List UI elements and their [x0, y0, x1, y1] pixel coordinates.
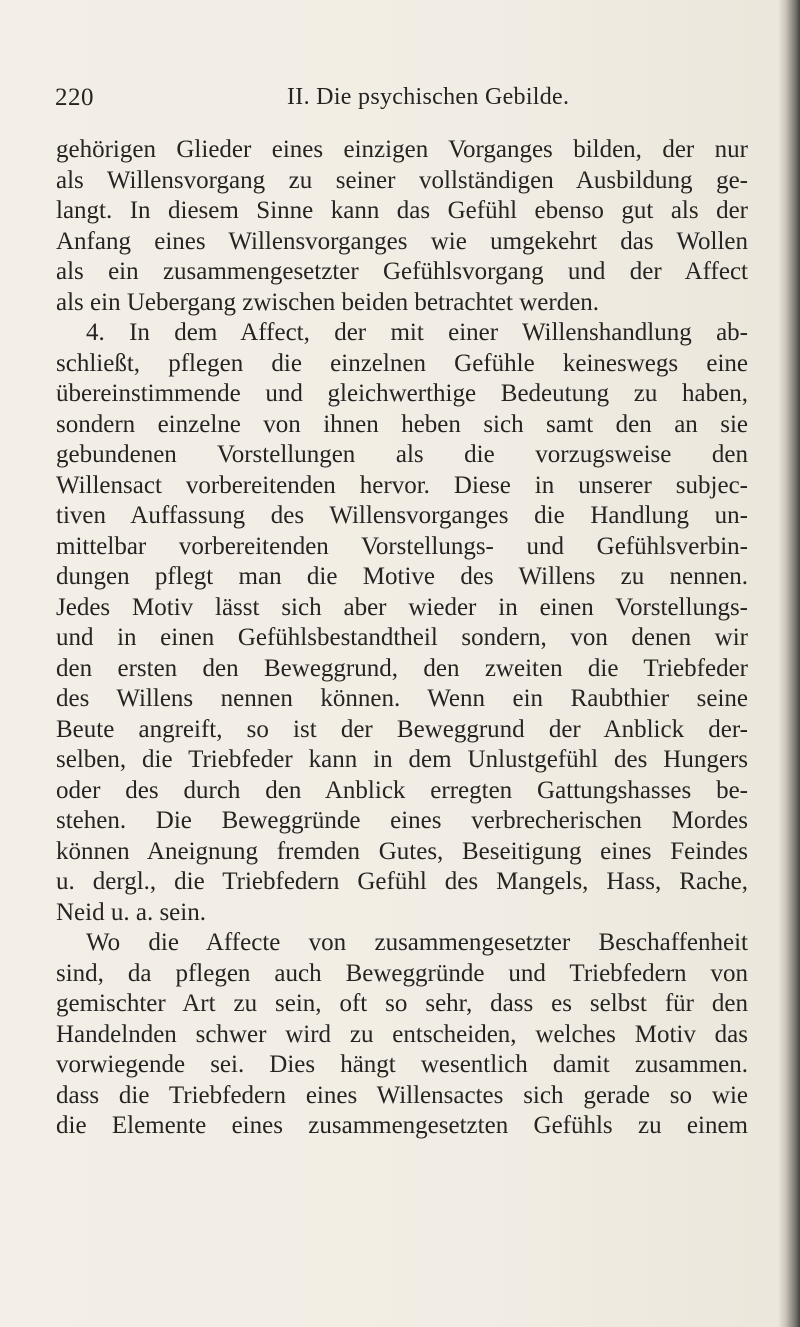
text-line: mittelbar vorbereitenden Vorstellungs- und Gefühlsverbin- — [56, 532, 748, 560]
text-line: sind, da pflegen auch Beweggründe und Triebfedern von — [56, 959, 748, 987]
text-line: gehörigen Glieder eines einzigen Vorganges bilden, der nur — [56, 136, 748, 163]
text-line: tiven Auffassung des Willensvorganges die Handlung un- — [56, 502, 748, 529]
text-line: 4. In dem Affect, der mit einer Willenshandlung ab- — [86, 319, 748, 346]
text-line: dungen pflegt man die Motive des Willens zu nennen. — [56, 563, 748, 590]
text-line: können Aneignung fremden Gutes, Beseitigung eines Feindes — [56, 837, 748, 865]
text-line: Anfang eines Willensvorganges wie umgekehrt das Wollen — [56, 227, 748, 255]
text-line: Willensact vorbereitenden hervor. Diese in unserer subjec- — [56, 471, 748, 499]
text-line: als ein Uebergang zwischen beiden betrachtet werden. — [56, 288, 600, 316]
text-line: selben, die Triebfeder kann in dem Unlustgefühl des Hungers — [56, 746, 748, 773]
text-line: u. dergl., die Triebfedern Gefühl des Mangels, Hass, Rache, — [56, 868, 748, 895]
text-line: als ein zusammengesetzter Gefühlsvorgang und der Affect — [56, 258, 748, 285]
page-number: 220 — [55, 84, 94, 111]
text-line: sondern einzelne von ihnen heben sich samt den an sie — [56, 410, 748, 438]
text-line: Wo die Affecte von zusammengesetzter Beschaffenheit — [86, 929, 748, 956]
text-line: stehen. Die Beweggründe eines verbrecherischen Mordes — [56, 807, 748, 834]
text-line: gebundenen Vorstellungen als die vorzugsweise den — [56, 441, 748, 468]
text-line: übereinstimmende und gleichwerthige Bedeutung zu haben, — [56, 380, 748, 407]
text-line: und in einen Gefühlsbestandtheil sondern, von denen wir — [56, 624, 748, 651]
page-edge-shadow — [778, 0, 800, 1327]
text-line: dass die Triebfedern eines Willensactes sich gerade so wie — [56, 1081, 748, 1109]
text-line: schließt, pflegen die einzelnen Gefühle keineswegs eine — [56, 349, 748, 377]
text-line: gemischter Art zu sein, oft so sehr, dass es selbst für den — [56, 990, 748, 1017]
text-line: oder des durch den Anblick erregten Gattungshasses be- — [56, 776, 748, 804]
text-line: Neid u. a. sein. — [56, 898, 206, 926]
running-head: II. Die psychischen Gebilde. — [287, 84, 570, 110]
text-line: als Willensvorgang zu seiner vollständigen Ausbildung ge- — [56, 166, 748, 194]
page-header — [55, 84, 745, 120]
text-line: langt. In diesem Sinne kann das Gefühl ebenso gut als der — [56, 197, 748, 224]
text-line: den ersten den Beweggrund, den zweiten die Triebfeder — [56, 654, 748, 682]
text-line: Handelnden schwer wird zu entscheiden, welches Motiv das — [56, 1020, 748, 1048]
text-line: Beute angreift, so ist der Beweggrund der Anblick der- — [56, 715, 748, 743]
text-line: die Elemente eines zusammengesetzten Gefühls zu einem — [56, 1112, 748, 1139]
text-line: vorwiegende sei. Dies hängt wesentlich damit zusammen. — [56, 1051, 748, 1078]
text-line: Jedes Motiv lässt sich aber wieder in einen Vorstellungs- — [56, 593, 748, 621]
text-line: des Willens nennen können. Wenn ein Raubthier seine — [56, 685, 748, 712]
body-text — [56, 135, 748, 1142]
